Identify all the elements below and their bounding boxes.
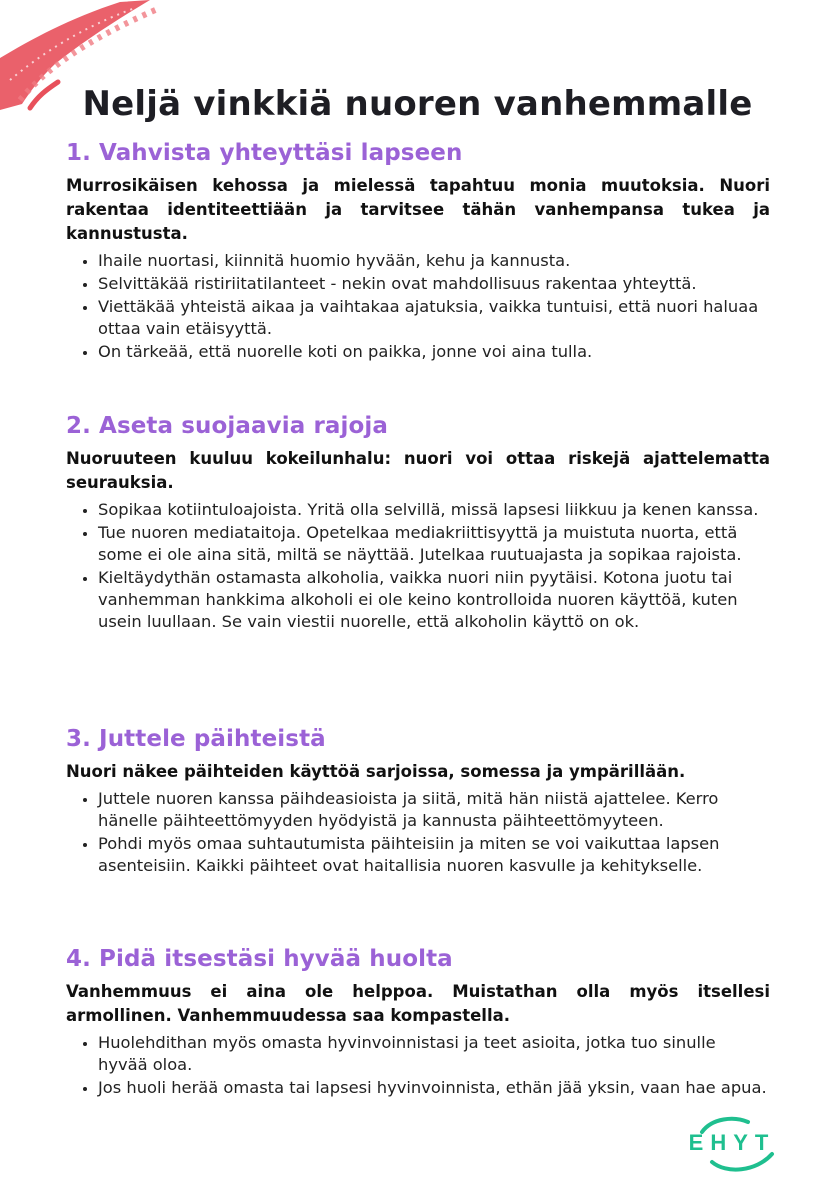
section-lead: Murrosikäisen kehossa ja mielessä tapahtuu monia muutoksia. Nuori rakentaa identiteettiään ja tarvitsee tähän vanhempansa tukea ja kannustusta. xyxy=(66,176,770,243)
section-heading: 3. Juttele päihteistä xyxy=(66,726,326,752)
list-item: • Jos huoli herää omasta tai lapsesi hyvinvoinnista, ethän jää yksin, vaan hae apua. xyxy=(98,1077,770,1099)
section-heading: 4. Pidä itsestäsi hyvää huolta xyxy=(66,946,453,972)
list-item: • Juttele nuoren kanssa päihdeasioista ja siitä, mitä hän niistä ajattelee. Kerro hänelle päihteettömyyden hyödyistä ja kannusta päihteettömyyteen. xyxy=(98,788,770,832)
section-lead: Vanhemmuus ei aina ole helppoa. Muistathan olla myös itsellesi armollinen. Vanhemmuudessa saa kompastella. xyxy=(66,982,770,1025)
bullet-list xyxy=(66,250,770,363)
list-item: • Huolehdithan myös omasta hyvinvoinnistasi ja teet asioita, jotka tuo sinulle hyvää oloa. xyxy=(98,1032,770,1076)
section-lead: Nuoruuteen kuuluu kokeilunhalu: nuori voi ottaa riskejä ajattelematta seurauksia. xyxy=(66,449,770,492)
ehyt-logo xyxy=(672,1112,792,1176)
logo-text: EHYT xyxy=(688,1130,776,1155)
section-3 xyxy=(66,726,770,878)
list-item: • Kieltäydythän ostamasta alkoholia, vaikka nuori niin pyytäisi. Kotona juotu tai vanhemman hankkima alkoholi ei ole keino kontrolloida nuoren käyttöä, kuten usein luullaan. Se vain viestii nuorelle, että alkoholin käyttö on ok. xyxy=(98,567,770,633)
list-item: • Sopikaa kotiintuloajoista. Yritä olla selvillä, missä lapsesi liikkuu ja kenen kanssa. xyxy=(98,499,770,521)
list-item: • Pohdi myös omaa suhtautumista päihteisiin ja miten se voi vaikuttaa lapsen asenteisiin. Kaikki päihteet ovat haitallisia nuoren kasvulle ja kehitykselle. xyxy=(98,833,770,877)
section-1 xyxy=(66,140,770,364)
section-4 xyxy=(66,946,770,1100)
section-2 xyxy=(66,413,770,634)
bullet-list xyxy=(66,499,770,633)
list-item: • Tue nuoren mediataitoja. Opetelkaa mediakriittisyyttä ja muistuta nuorta, että some ei ole aina sitä, miltä se näyttää. Jutelkaa ruutuajasta ja sopikaa rajoista. xyxy=(98,522,770,566)
page-title: Neljä vinkkiä nuoren vanhemmalle xyxy=(82,84,753,124)
section-heading: 1. Vahvista yhteyttäsi lapseen xyxy=(66,140,463,166)
list-item: • Selvittäkää ristiriitatilanteet - nekin ovat mahdollisuus rakentaa yhteyttä. xyxy=(98,273,770,295)
list-item: • Ihaile nuortasi, kiinnitä huomio hyvään, kehu ja kannusta. xyxy=(98,250,770,272)
list-item: • Viettäkää yhteistä aikaa ja vaihtakaa ajatuksia, vaikka tuntuisi, että nuori haluaa ottaa vain etäisyyttä. xyxy=(98,296,770,340)
bullet-list xyxy=(66,788,770,877)
section-heading: 2. Aseta suojaavia rajoja xyxy=(66,413,389,439)
bullet-list xyxy=(66,1032,770,1099)
section-lead: Nuori näkee päihteiden käyttöä sarjoissa, somessa ja ympärillään. xyxy=(66,762,686,781)
list-item: • On tärkeää, että nuorelle koti on paikka, jonne voi aina tulla. xyxy=(98,341,770,363)
